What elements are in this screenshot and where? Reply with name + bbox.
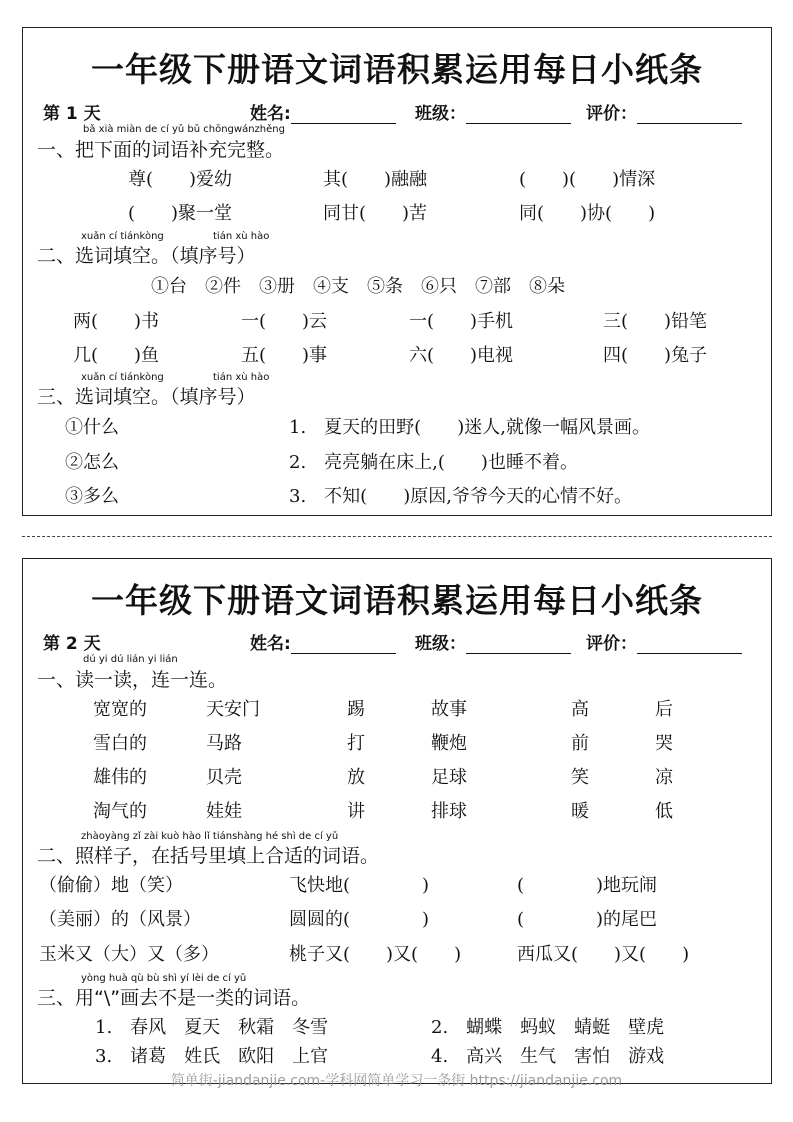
section-heading: 二、照样子，在括号里填上合适的词语。 [37, 845, 380, 867]
pinyin-annotation: dú yi dú lián yi lián [83, 654, 178, 665]
word-item: 娃娃 [206, 801, 242, 822]
section-heading: 一、读一读，连一连。 [37, 669, 228, 691]
fill-item: 桃子又( )又( ) [289, 944, 462, 965]
name-field[interactable]: 姓名: [250, 99, 396, 124]
name-field[interactable]: 姓名: [250, 629, 396, 654]
measure-word-options: ①台 ②件 ③册 ④支 ⑤条 ⑥只 ⑦部 ⑧朵 [151, 276, 565, 297]
section-heading: 一、把下面的词语补充完整。 [37, 139, 285, 161]
watermark-footer: 简单街-jiandanjie.com-学科网简单学习一条街 https://jiandanjie.com [170, 1073, 623, 1089]
class-field[interactable]: 班级： [415, 629, 571, 654]
page-title: 一年级下册语文词语积累运用每日小纸条 [91, 581, 703, 620]
day-label: 第 1 天 [43, 104, 101, 124]
option-item: ③多么 [65, 486, 119, 507]
pinyin-annotation: bǎ xià miàn de cí yǔ bǔ chōngwánzhěng [83, 124, 285, 135]
word-group-item: 2. 蝴蝶 蚂蚁 蜻蜓 壁虎 [431, 1017, 665, 1038]
idiom-item: 尊( )爱幼 [128, 169, 233, 190]
pinyin-annotation: xuǎn cí tiánkòng [81, 231, 164, 242]
idiom-item: 同( )协( ) [519, 203, 656, 224]
word-item: 故事 [431, 699, 467, 720]
worksheet-card-day1 [22, 27, 772, 516]
pinyin-annotation: yòng huà qù bù shì yí lèi de cí yǔ [81, 973, 247, 984]
word-group-item: 4. 高兴 生气 害怕 游戏 [431, 1046, 665, 1067]
section-heading: 三、用“\”画去不是一类的词语。 [37, 987, 311, 1009]
word-item: 放 [347, 767, 365, 788]
fill-item: 三( )铅笔 [603, 311, 708, 332]
pinyin-annotation: tián xù hào [213, 231, 270, 242]
fill-item: 一( )云 [241, 311, 328, 332]
section-heading: 二、选词填空。（填序号） [37, 245, 256, 267]
word-item: 排球 [431, 801, 467, 822]
word-group-item: 3. 诸葛 姓氏 欧阳 上官 [95, 1046, 329, 1067]
pinyin-annotation: xuǎn cí tiánkòng [81, 372, 164, 383]
word-item: 鞭炮 [431, 733, 467, 754]
example-item: （偷偷）地（笑） [39, 875, 183, 896]
word-item: 淘气的 [93, 801, 147, 822]
word-item: 踢 [347, 699, 365, 720]
word-item: 讲 [347, 801, 365, 822]
example-item: （美丽）的（风景） [39, 909, 201, 930]
word-item: 雪白的 [93, 733, 147, 754]
day-label: 第 2 天 [43, 634, 101, 654]
worksheet-card-day2 [22, 558, 772, 1084]
evaluation-field[interactable]: 评价： [586, 99, 742, 124]
evaluation-field[interactable]: 评价： [586, 629, 742, 654]
option-item: ②怎么 [65, 452, 119, 473]
class-field[interactable]: 班级： [415, 99, 571, 124]
word-item: 雄伟的 [93, 767, 147, 788]
word-item: 笑 [571, 767, 589, 788]
example-item: 玉米又（大）又（多） [39, 944, 219, 965]
word-item: 前 [571, 733, 589, 754]
sentence-item: 1. 夏天的田野( )迷人,就像一幅风景画。 [289, 417, 650, 438]
option-item: ①什么 [65, 417, 119, 438]
word-item: 贝壳 [206, 767, 242, 788]
idiom-item: 其( )融融 [323, 169, 428, 190]
fill-item: 六( )电视 [409, 345, 514, 366]
fill-item: 圆圆的( ) [289, 909, 430, 930]
word-item: 哭 [655, 733, 673, 754]
sentence-item: 2. 亮亮躺在床上,( )也睡不着。 [289, 452, 578, 473]
word-item: 高 [571, 699, 589, 720]
fill-item: 两( )书 [73, 311, 160, 332]
page-title: 一年级下册语文词语积累运用每日小纸条 [91, 50, 703, 89]
word-item: 天安门 [206, 699, 260, 720]
word-item: 低 [655, 801, 673, 822]
word-item: 马路 [206, 733, 242, 754]
idiom-item: ( )聚一堂 [128, 203, 233, 224]
fill-item: ( )的尾巴 [517, 909, 658, 930]
sentence-item: 3. 不知( )原因,爷爷今天的心情不好。 [289, 486, 632, 507]
fill-item: 一( )手机 [409, 311, 514, 332]
word-item: 凉 [655, 767, 673, 788]
idiom-item: 同甘( )苦 [323, 203, 428, 224]
word-item: 足球 [431, 767, 467, 788]
cut-line [22, 536, 772, 537]
word-group-item: 1. 春风 夏天 秋霜 冬雪 [95, 1017, 329, 1038]
idiom-item: ( )( )情深 [519, 169, 656, 190]
fill-item: 西瓜又( )又( ) [517, 944, 690, 965]
word-item: 后 [655, 699, 673, 720]
fill-item: 四( )兔子 [603, 345, 708, 366]
word-item: 宽宽的 [93, 699, 147, 720]
pinyin-annotation: zhàoyàng zǐ zài kuò hào lǐ tiánshàng hé shì de cí yǔ [81, 831, 339, 842]
word-item: 打 [347, 733, 365, 754]
fill-item: ( )地玩闹 [517, 875, 658, 896]
fill-item: 五( )事 [241, 345, 328, 366]
pinyin-annotation: tián xù hào [213, 372, 270, 383]
fill-item: 几( )鱼 [73, 345, 160, 366]
word-item: 暖 [571, 801, 589, 822]
fill-item: 飞快地( ) [289, 875, 430, 896]
section-heading: 三、选词填空。（填序号） [37, 386, 256, 408]
